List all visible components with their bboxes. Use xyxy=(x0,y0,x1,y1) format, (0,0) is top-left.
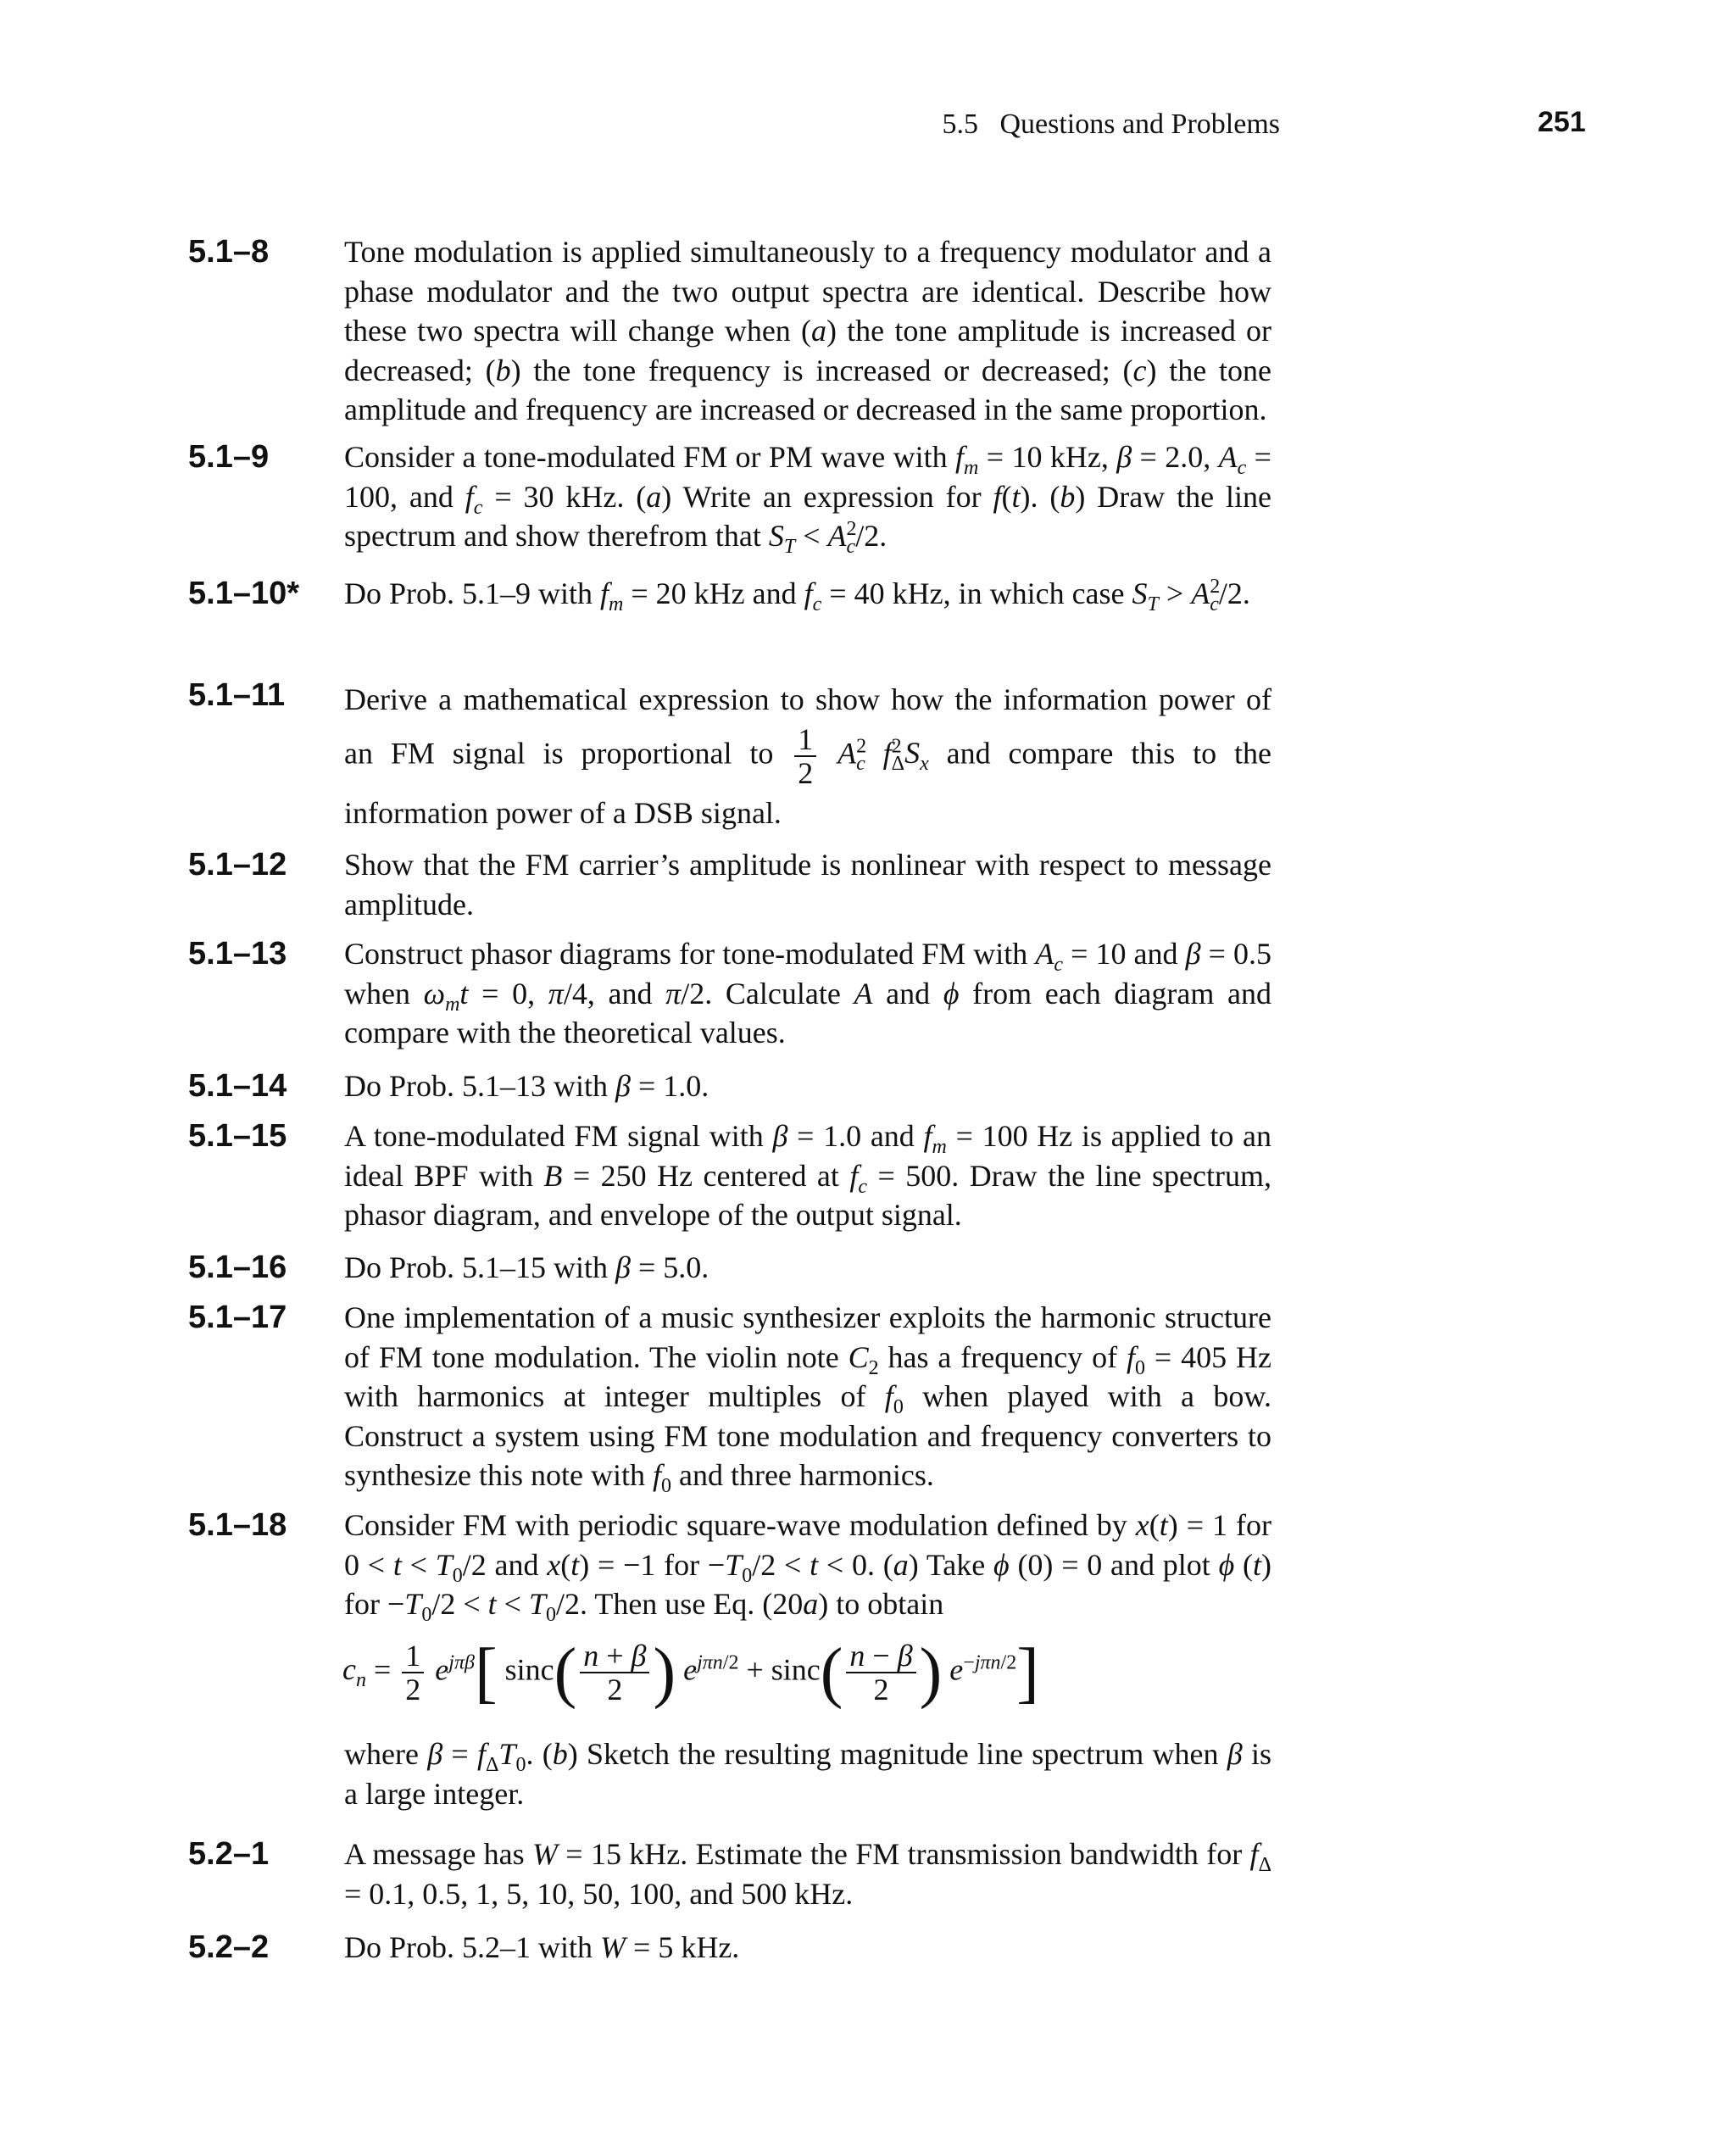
running-header: 5.5 Questions and Problems xyxy=(942,109,1280,140)
problem-number: 5.2–2 xyxy=(188,1929,270,1965)
problem-number: 5.1–12 xyxy=(188,847,287,882)
page-number: 251 xyxy=(1538,106,1586,138)
problem-text-continued: where $\beta = f_\Delta T_0$. (b) Sketch the resulting magnitude line spectrum when β is a large integer. xyxy=(344,1737,1271,1811)
problem-text: A message has W = 15 kHz. Estimate the FM transmission bandwidth for $f_\Delta = 0.1$, 0.5, 1, 5, 10, 50, 100, and 500 kHz. xyxy=(344,1837,1271,1911)
problem-text: Do Prob. 5.1–9 with $f_m = 20$ kHz and $f_c = 40$ kHz, in which case $S_T > A^2_c/2$. xyxy=(344,576,1250,616)
problem-text: Do Prob. 5.2–1 with W = 5 kHz. xyxy=(344,1930,740,1964)
problem-number: 5.1–14 xyxy=(188,1068,287,1104)
problem-number: 5.1–10* xyxy=(188,576,300,611)
problem-text: A tone-modulated FM signal with β = 1.0 and $f_m = 100$ Hz is applied to an ideal BPF with B = 250 Hz centered at $f_c = 500$. Draw the line spectrum, phasor diagram, and envelope of the output signal. xyxy=(344,1119,1272,1232)
problem-number: 5.1–8 xyxy=(188,234,270,270)
problem-text: Construct phasor diagrams for tone-modulated FM with $A_c = 10$ and β = 0.5 when $\omega_mt = 0$, π/4, and π/2. Calculate A and ϕ from each diagram and compare with the theoretical values. xyxy=(344,937,1272,1049)
problem-text: Consider a tone-modulated FM or PM wave with $f_m = 10$ kHz, β = 2.0, $A_c = 100$, and $f_c = 30$ kHz. (a) Write an expression for f(t). (b) Draw the line spectrum and show therefrom that $S_T < A^2_c/2$. xyxy=(344,440,1271,559)
problem-number: 5.1–16 xyxy=(188,1250,287,1285)
problem-number: 5.1–11 xyxy=(188,677,286,713)
problem-text: Do Prob. 5.1–15 with β = 5.0. xyxy=(344,1250,709,1284)
problem-number: 5.1–9 xyxy=(188,439,270,475)
problem-number: 5.1–17 xyxy=(188,1300,287,1335)
fraction-one-half: $\frac{1}{2}$ xyxy=(794,723,816,789)
problem-number: 5.1–13 xyxy=(188,936,287,972)
problem-text: Show that the FM carrier’s amplitude is nonlinear with respect to message amplitude. xyxy=(344,848,1271,921)
problem-number: 5.1–18 xyxy=(188,1507,287,1543)
problem-text: Derive a mathematical expression to show how the information power of an FM signal is proportional to $\frac{1}{2}$ $A^2_c$ $f^2_\Delta S_x$ and compare this to the information power of a DSB signal. xyxy=(344,682,1271,830)
equation-cn: $c_n$ = $\frac{1}{2}$ $e^{j\pi\beta}$[ sinc( $\frac{n + \beta}{2}$ ) $e^{j\pi n/2} + \sin c$( $\frac{n - \beta}{2}$ ) $e^{-j\pi n/2}$] xyxy=(342,1635,1039,1710)
problem-text: Consider FM with periodic square-wave modulation defined by x(t) = 1 for $0 < t < T_0/2$ and x(t) = −1 for $-T_0/2 < t < 0$. (a) Take ϕ (0) = 0 and plot ϕ (t) for $-T_0/2 < t < T_0/2$. Then use Eq. (20a) to obtain xyxy=(344,1508,1271,1627)
problem-text: Tone modulation is applied simultaneously to a frequency modulator and a phase modulator and the two output spectra are identical. Describe how these two spectra will change when (a) the tone amplitude is increased or decreased; (b) the tone frequency is increased or decreased; (c) the tone amplitude and frequency are increased or decreased in the same proportion. xyxy=(344,235,1272,426)
problem-text: Do Prob. 5.1–13 with β = 1.0. xyxy=(344,1069,709,1103)
problem-text: One implementation of a music synthesizer exploits the harmonic structure of FM tone modulation. The violin note $C_2$ has a frequency of $f_0 = 405$ Hz with harmonics at integer multiples of $f_0$ when played with a bow. Construct a system using FM tone modulation and frequency converters to synthesize this note with $f_0$ and three harmonics. xyxy=(344,1300,1271,1498)
problem-number: 5.2–1 xyxy=(188,1836,270,1872)
problem-number: 5.1–15 xyxy=(188,1118,287,1154)
